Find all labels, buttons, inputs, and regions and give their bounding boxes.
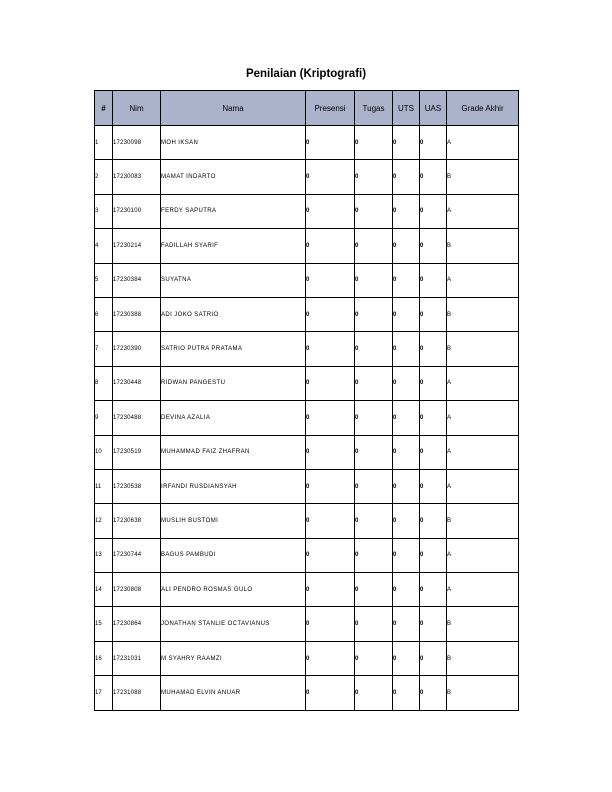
cell-presensi: 0	[306, 435, 355, 469]
header-grade: Grade Akhir	[447, 91, 519, 126]
cell-grade: B	[447, 676, 519, 710]
cell-uas: 0	[420, 607, 447, 641]
table-row	[95, 229, 519, 263]
table-row	[95, 538, 519, 572]
cell-uts: 0	[393, 229, 420, 263]
cell-nama: SUYATNA	[161, 263, 306, 297]
cell-uts: 0	[393, 263, 420, 297]
cell-tugas: 0	[355, 401, 393, 435]
cell-nama: M SYAHRY RAAMZI	[161, 641, 306, 675]
table-row	[95, 435, 519, 469]
cell-uas: 0	[420, 469, 447, 503]
table-row	[95, 504, 519, 538]
cell-tugas: 0	[355, 607, 393, 641]
header-nama: Nama	[161, 91, 306, 126]
cell-grade: A	[447, 126, 519, 160]
cell-uts: 0	[393, 573, 420, 607]
header-nim: Nim	[113, 91, 161, 126]
cell-presensi: 0	[306, 676, 355, 710]
table-row	[95, 676, 519, 710]
cell-uts: 0	[393, 401, 420, 435]
cell-presensi: 0	[306, 607, 355, 641]
cell-no: 5	[95, 263, 113, 297]
cell-uas: 0	[420, 676, 447, 710]
cell-nama: RIDWAN PANGESTU	[161, 366, 306, 400]
cell-uas: 0	[420, 573, 447, 607]
cell-uas: 0	[420, 263, 447, 297]
cell-tugas: 0	[355, 366, 393, 400]
cell-uts: 0	[393, 538, 420, 572]
cell-nim: 17231031	[113, 641, 161, 675]
cell-nim: 17230100	[113, 194, 161, 228]
header-uts: UTS	[393, 91, 420, 126]
cell-grade: B	[447, 229, 519, 263]
cell-nama: SATRIO PUTRA PRATAMA	[161, 332, 306, 366]
cell-uas: 0	[420, 194, 447, 228]
document-title: Penilaian (Kriptografi)	[245, 68, 367, 80]
cell-uts: 0	[393, 160, 420, 194]
header-no: #	[95, 91, 113, 126]
cell-presensi: 0	[306, 401, 355, 435]
cell-nim: 17230098	[113, 126, 161, 160]
cell-uas: 0	[420, 297, 447, 331]
cell-tugas: 0	[355, 641, 393, 675]
cell-grade: A	[447, 469, 519, 503]
cell-nim: 17230808	[113, 573, 161, 607]
cell-no: 6	[95, 297, 113, 331]
cell-no: 10	[95, 435, 113, 469]
cell-presensi: 0	[306, 297, 355, 331]
cell-uts: 0	[393, 641, 420, 675]
cell-uas: 0	[420, 504, 447, 538]
cell-presensi: 0	[306, 160, 355, 194]
cell-uts: 0	[393, 194, 420, 228]
cell-tugas: 0	[355, 504, 393, 538]
cell-uas: 0	[420, 332, 447, 366]
cell-nama: BAGUS PAMBUDI	[161, 538, 306, 572]
cell-grade: B	[447, 332, 519, 366]
cell-no: 2	[95, 160, 113, 194]
cell-nim: 17230638	[113, 504, 161, 538]
table-row	[95, 160, 519, 194]
cell-tugas: 0	[355, 126, 393, 160]
cell-grade: B	[447, 160, 519, 194]
table-row	[95, 263, 519, 297]
cell-uas: 0	[420, 366, 447, 400]
cell-no: 13	[95, 538, 113, 572]
cell-presensi: 0	[306, 263, 355, 297]
cell-grade: A	[447, 263, 519, 297]
cell-nim: 17230083	[113, 160, 161, 194]
cell-uts: 0	[393, 504, 420, 538]
cell-no: 8	[95, 366, 113, 400]
table-header	[95, 91, 519, 126]
header-tugas: Tugas	[355, 91, 393, 126]
cell-no: 17	[95, 676, 113, 710]
cell-grade: A	[447, 573, 519, 607]
cell-uts: 0	[393, 435, 420, 469]
cell-presensi: 0	[306, 573, 355, 607]
table-row	[95, 297, 519, 331]
cell-grade: B	[447, 641, 519, 675]
cell-tugas: 0	[355, 263, 393, 297]
cell-grade: A	[447, 194, 519, 228]
cell-tugas: 0	[355, 538, 393, 572]
cell-grade: A	[447, 435, 519, 469]
cell-nama: DEVINA AZALIA	[161, 401, 306, 435]
table-row	[95, 641, 519, 675]
cell-no: 3	[95, 194, 113, 228]
cell-nim: 17230390	[113, 332, 161, 366]
cell-nama: MUHAMMAD FAIZ ZHAFRAN	[161, 435, 306, 469]
cell-uts: 0	[393, 676, 420, 710]
cell-no: 11	[95, 469, 113, 503]
cell-nama: FERDY SAPUTRA	[161, 194, 306, 228]
cell-grade: A	[447, 401, 519, 435]
cell-no: 4	[95, 229, 113, 263]
cell-tugas: 0	[355, 573, 393, 607]
header-uas: UAS	[420, 91, 447, 126]
header-row	[95, 91, 519, 126]
cell-presensi: 0	[306, 126, 355, 160]
cell-presensi: 0	[306, 504, 355, 538]
cell-nama: FADILLAH SYARIF	[161, 229, 306, 263]
cell-tugas: 0	[355, 469, 393, 503]
cell-presensi: 0	[306, 641, 355, 675]
cell-grade: B	[447, 297, 519, 331]
cell-tugas: 0	[355, 160, 393, 194]
cell-presensi: 0	[306, 366, 355, 400]
cell-tugas: 0	[355, 676, 393, 710]
cell-uts: 0	[393, 126, 420, 160]
cell-nim: 17230448	[113, 366, 161, 400]
cell-nim: 17230538	[113, 469, 161, 503]
cell-tugas: 0	[355, 297, 393, 331]
cell-uts: 0	[393, 297, 420, 331]
cell-nim: 17230388	[113, 297, 161, 331]
cell-presensi: 0	[306, 538, 355, 572]
cell-tugas: 0	[355, 194, 393, 228]
cell-nama: ALI PENDRO ROSMAS GULO	[161, 573, 306, 607]
cell-nim: 17231088	[113, 676, 161, 710]
cell-no: 7	[95, 332, 113, 366]
cell-presensi: 0	[306, 229, 355, 263]
cell-nim: 17230744	[113, 538, 161, 572]
cell-uts: 0	[393, 366, 420, 400]
cell-nim: 17230488	[113, 401, 161, 435]
table-row	[95, 332, 519, 366]
cell-uts: 0	[393, 332, 420, 366]
cell-uts: 0	[393, 607, 420, 641]
cell-presensi: 0	[306, 332, 355, 366]
cell-uas: 0	[420, 160, 447, 194]
cell-no: 16	[95, 641, 113, 675]
cell-nama: IRFANDI RUSDIANSYAH	[161, 469, 306, 503]
cell-nim: 17230519	[113, 435, 161, 469]
cell-tugas: 0	[355, 332, 393, 366]
cell-nama: MUSLIH BUSTOMI	[161, 504, 306, 538]
grades-table	[94, 90, 519, 711]
cell-no: 12	[95, 504, 113, 538]
cell-grade: B	[447, 504, 519, 538]
cell-tugas: 0	[355, 435, 393, 469]
table-row	[95, 366, 519, 400]
cell-presensi: 0	[306, 194, 355, 228]
cell-nama: MOH IKSAN	[161, 126, 306, 160]
table-row	[95, 126, 519, 160]
cell-nama: ADI JOKO SATRIO	[161, 297, 306, 331]
table-row	[95, 401, 519, 435]
cell-no: 9	[95, 401, 113, 435]
cell-nama: JONATHAN STANLIE OCTAVIANUS	[161, 607, 306, 641]
cell-nim: 17230214	[113, 229, 161, 263]
cell-nim: 17230384	[113, 263, 161, 297]
table-row	[95, 469, 519, 503]
cell-uas: 0	[420, 401, 447, 435]
cell-presensi: 0	[306, 469, 355, 503]
cell-tugas: 0	[355, 229, 393, 263]
table-row	[95, 194, 519, 228]
cell-no: 15	[95, 607, 113, 641]
table-body	[95, 126, 519, 711]
cell-nim: 17230864	[113, 607, 161, 641]
cell-grade: A	[447, 366, 519, 400]
cell-nama: MAMAT INDARTO	[161, 160, 306, 194]
table-row	[95, 607, 519, 641]
cell-uts: 0	[393, 469, 420, 503]
header-presensi: Presensi	[306, 91, 355, 126]
cell-nama: MUHAMAD ELVIN ANUAR	[161, 676, 306, 710]
cell-grade: A	[447, 538, 519, 572]
cell-no: 1	[95, 126, 113, 160]
cell-uas: 0	[420, 126, 447, 160]
cell-uas: 0	[420, 229, 447, 263]
cell-no: 14	[95, 573, 113, 607]
table-row	[95, 573, 519, 607]
cell-grade: B	[447, 607, 519, 641]
cell-uas: 0	[420, 641, 447, 675]
cell-uas: 0	[420, 435, 447, 469]
cell-uas: 0	[420, 538, 447, 572]
